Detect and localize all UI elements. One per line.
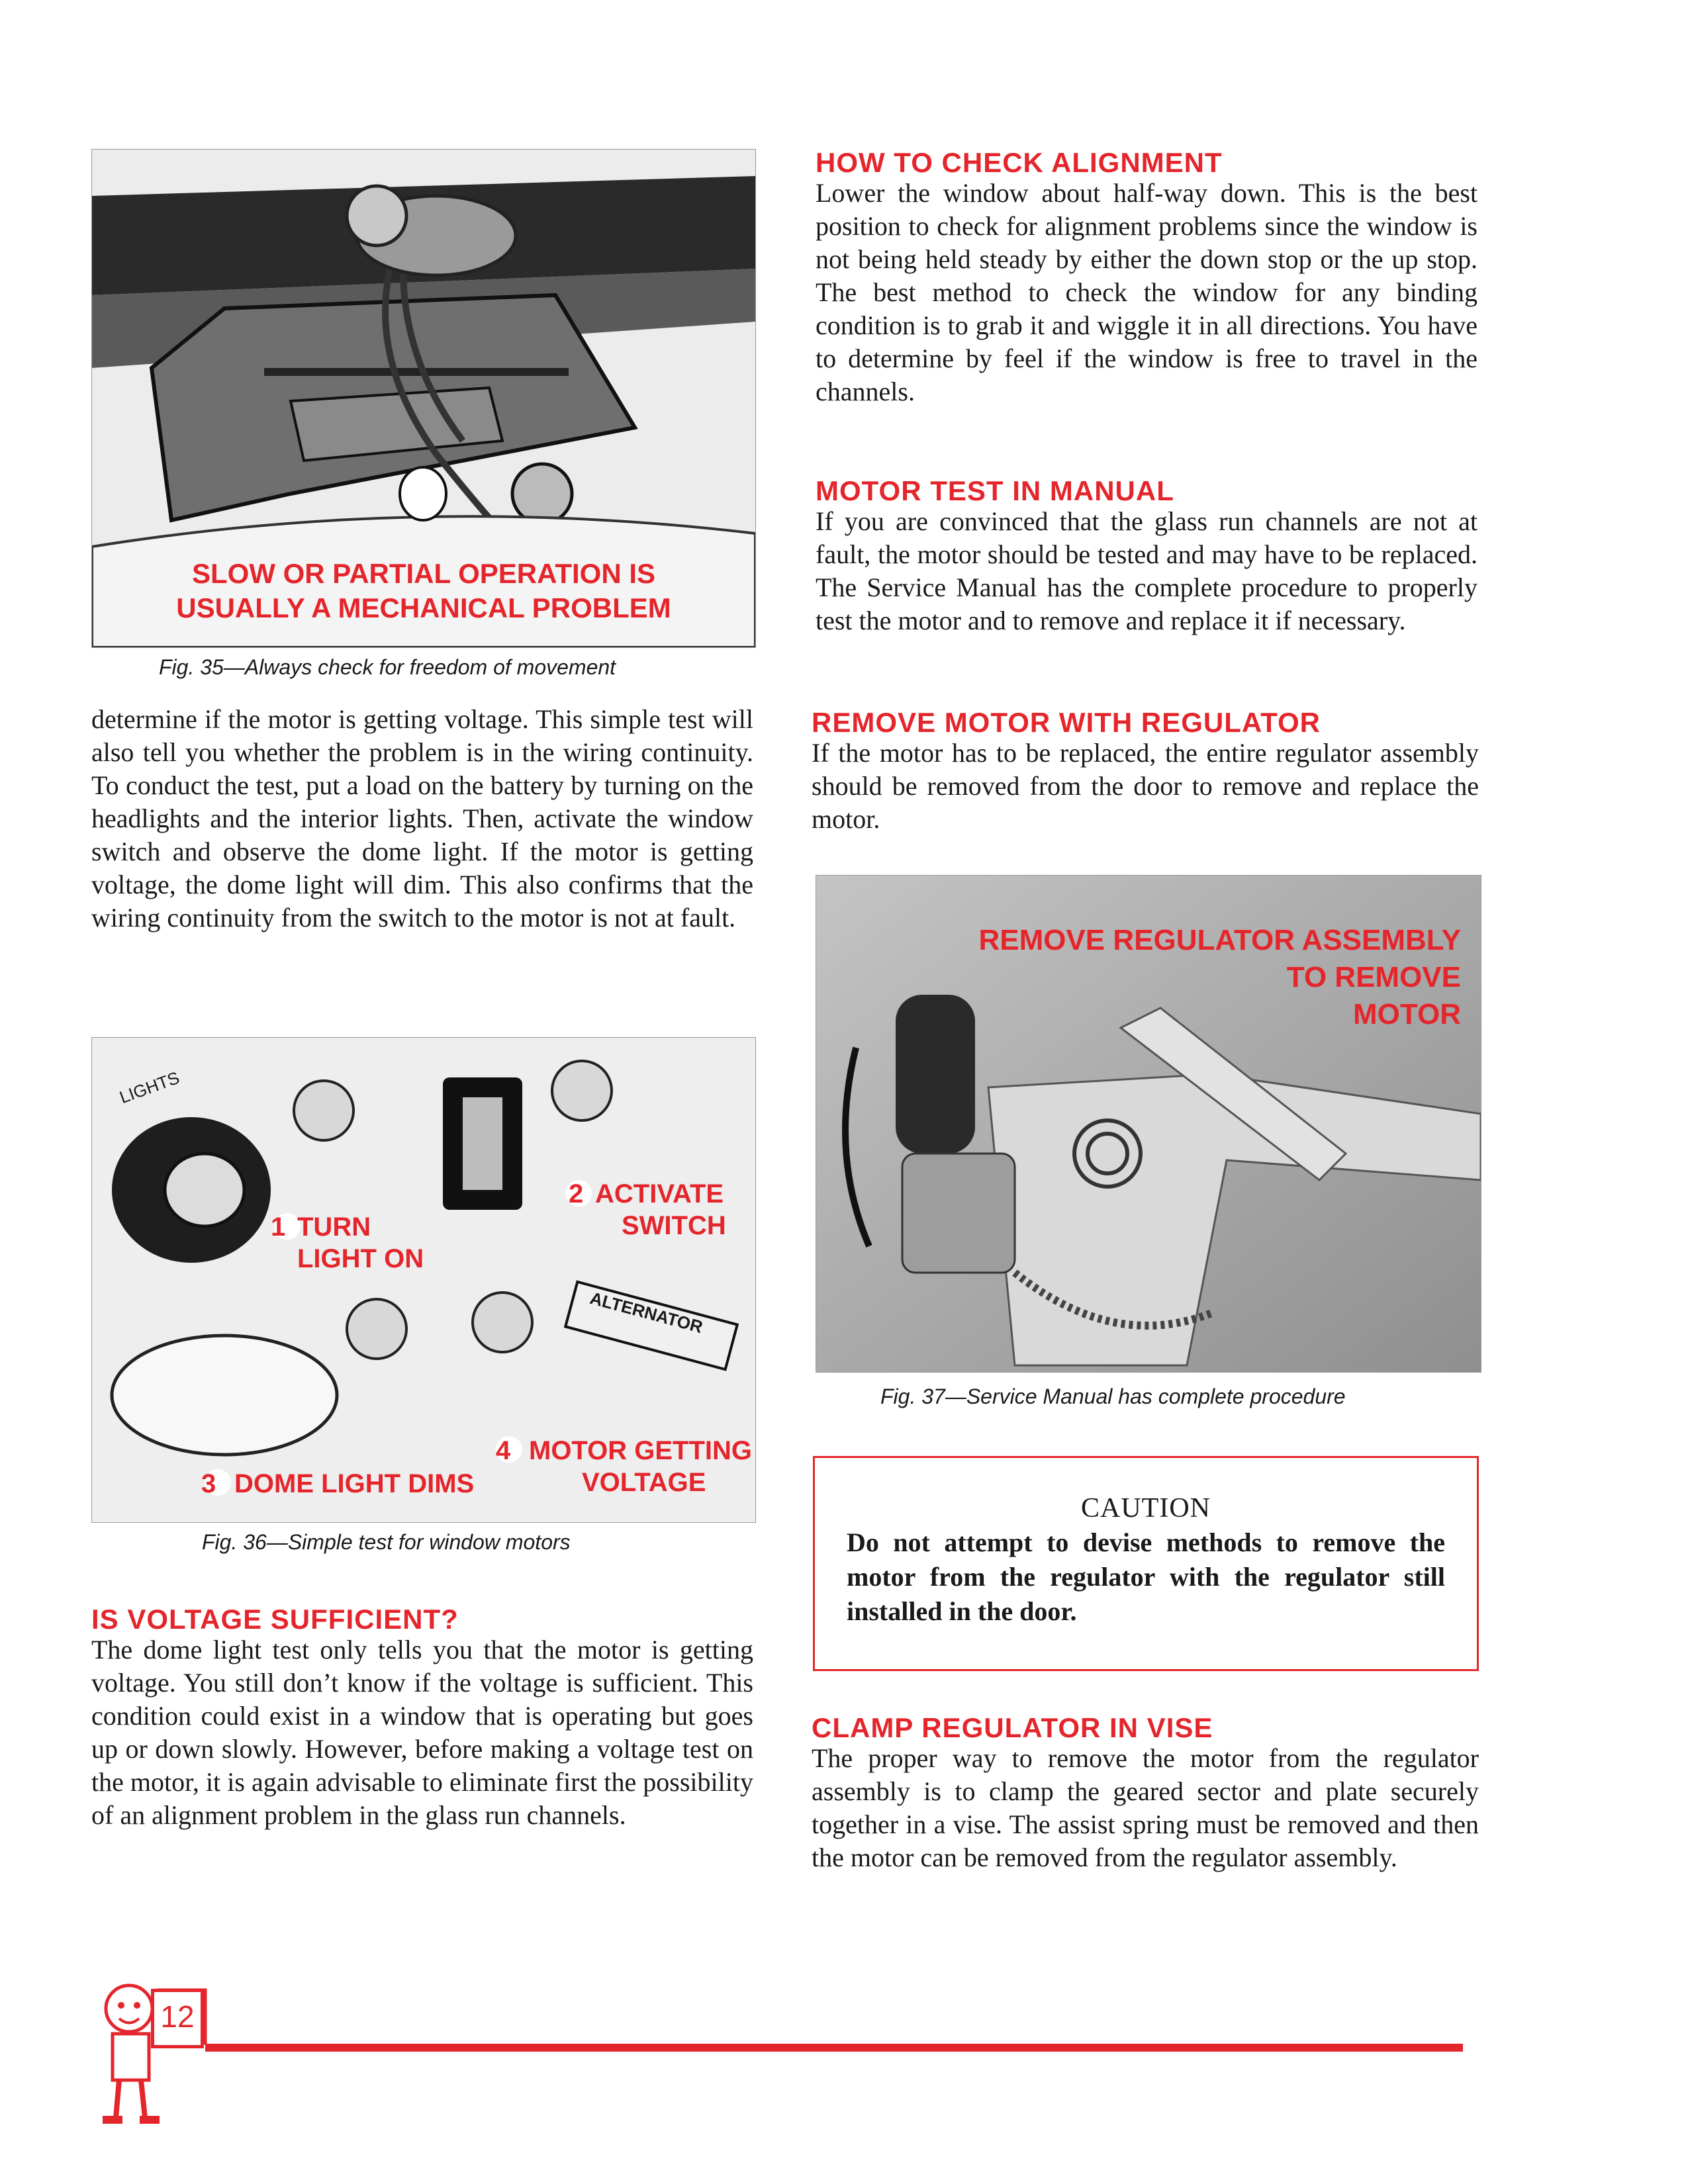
lights-label: LIGHTS [117,1067,183,1108]
voltage-sufficient-body: The dome light test only tells you that the motor is getting voltage. You still don’t know if the voltage is sufficient. This condition could exist in a window that is operating but goes up or down slowly. However, before making a voltage test on the motor, it is again advisable to eliminate first the possibility of an alignment problem in the glass run channels. [91,1635,753,1830]
heading-voltage-sufficient: IS VOLTAGE SUFFICIENT? [91,1604,459,1635]
step1-number: 1 [271,1212,286,1242]
page-number: 12 [160,1999,195,2034]
caution-box [813,1456,1479,1671]
heading-clamp-regulator: CLAMP REGULATOR IN VISE [812,1712,1213,1743]
remove-motor-body: If the motor has to be replaced, the entire regulator assembly should be removed from the door to remove and replace the motor. [812,738,1479,834]
fig36-step4 [496,1435,752,1498]
left-paragraph-motor-voltage: determine if the motor is getting voltage. This simple test will also tell you whether the problem is in the wiring continuity. To conduct the test, put a load on the battery by turning on the headlights and the interior lights. Then, activate the window switch and observe the dome light. If the motor is getting voltage, the dome light will dim. This also confirms that the wiring continuity from the switch to the motor is not at fault. [91,704,753,933]
step1-text-b: LIGHT ON [297,1244,424,1273]
clamp-regulator-body: The proper way to remove the motor from the regulator assembly is to clamp the geared sector and plate securely together in a vise. The assist spring must be removed and then the motor can be removed from the regulator assembly. [812,1743,1479,1872]
step4-text-b: VOLTAGE [582,1468,706,1497]
step2-text-b: SWITCH [622,1211,726,1240]
footer-rule [205,2044,1463,2052]
step4-text-a: MOTOR GETTING [529,1436,753,1465]
step2-text-a: ACTIVATE [595,1179,724,1208]
caution-body: Do not attempt to devise methods to remove the motor from the regulator with the regulator still installed in the door. [847,1527,1445,1626]
step2-number: 2 [569,1179,584,1208]
fig35-overlay-line2: USUALLY A MECHANICAL PROBLEM [176,592,671,623]
fig35-illustration [91,149,756,648]
check-alignment-body: Lower the window about half-way down. This is the best position to check for alignment problems since the window is not being held steady by either the down stop or the up stop. The best method to check the window for any binding condition is to grab it and wiggle it in all directions. You have to determine by feel if the window is free to travel in the channels. [816,178,1477,406]
step3-number: 3 [201,1469,216,1498]
caution-title: CAUTION [1081,1493,1211,1524]
motor-test-body: If you are convinced that the glass run channels are not at fault, the motor should be tested and may have to be replaced. The Service Manual has the complete procedure to properly test the motor and to remove and replace it if necessary. [816,506,1477,635]
step4-number: 4 [496,1436,511,1465]
fig37-overlay-line2: TO REMOVE [1286,961,1461,993]
alternator-label: ALTERNATOR [588,1287,705,1338]
fig37-overlay-line3: MOTOR [1353,998,1461,1030]
fig37-overlay-line1: REMOVE REGULATOR ASSEMBLY [978,924,1461,956]
fig36-step3 [201,1468,474,1500]
fig35-overlay-line1: SLOW OR PARTIAL OPERATION IS [191,558,655,589]
heading-check-alignment: HOW TO CHECK ALIGNMENT [816,147,1223,178]
step1-text-a: TURN [297,1212,371,1242]
fig37-caption: Fig. 37—Service Manual has complete procedure [880,1385,1346,1408]
heading-motor-test: MOTOR TEST IN MANUAL [816,475,1174,506]
step3-text: DOME LIGHT DIMS [234,1469,475,1498]
fig36-illustration [91,1037,756,1523]
fig36-step1 [271,1211,424,1275]
fig36-caption: Fig. 36—Simple test for window motors [202,1530,571,1554]
fig37-overlay-text [978,922,1461,1033]
heading-remove-motor: REMOVE MOTOR WITH REGULATOR [812,707,1321,738]
fig35-overlay-text [92,557,755,625]
fig36-step2 [569,1178,726,1242]
fig37-photo [816,875,1481,1373]
fig35-caption: Fig. 35—Always check for freedom of movement [159,655,616,679]
